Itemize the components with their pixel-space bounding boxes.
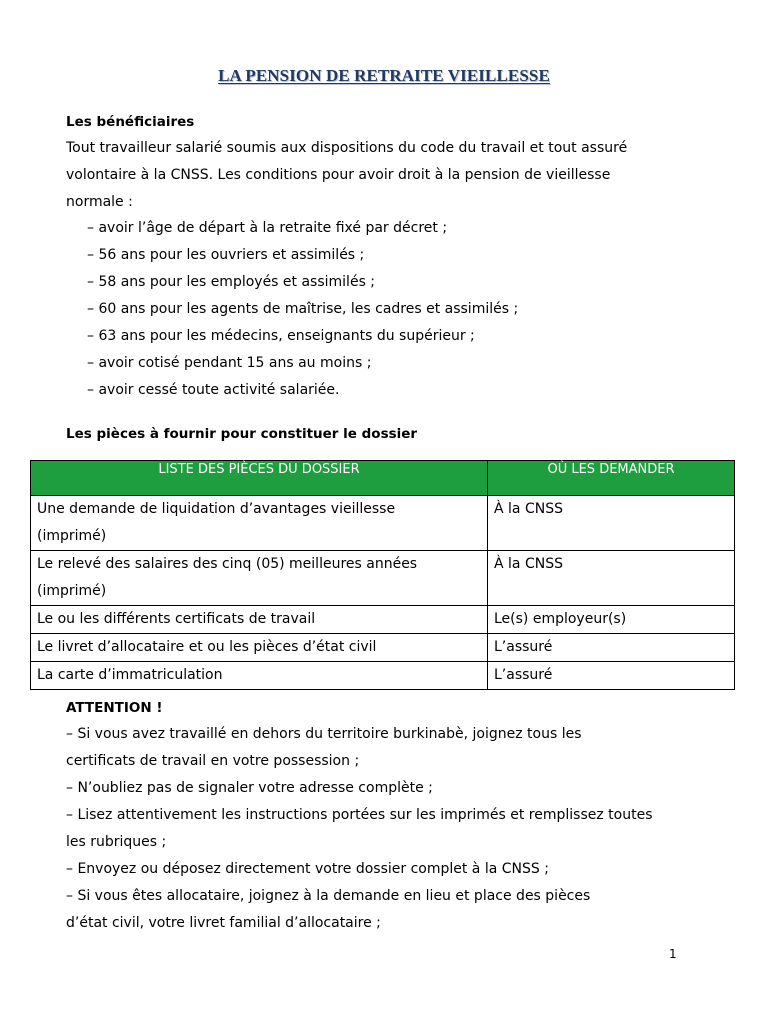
table-row xyxy=(31,662,735,690)
table-cell-where: L’assuré xyxy=(488,634,735,662)
section-heading-pieces: Les pièces à fournir pour constituer le dossier xyxy=(66,426,418,442)
table-cell-piece: Le ou les différents certificats de travail xyxy=(31,606,488,634)
page-number: 1 xyxy=(669,947,677,961)
documents-table xyxy=(30,460,735,690)
table-cell-piece: La carte d’immatriculation xyxy=(31,662,488,690)
cell-line: (imprimé) xyxy=(37,528,107,544)
condition-item: – avoir cessé toute activité salariée. xyxy=(87,382,340,398)
table-cell-where: À la CNSS xyxy=(488,496,735,551)
table-cell-where: Le(s) employeur(s) xyxy=(488,606,735,634)
table-row xyxy=(31,634,735,662)
paragraph-line: normale : xyxy=(66,194,133,210)
table-cell-where: À la CNSS xyxy=(488,551,735,606)
attention-line: – Si vous êtes allocataire, joignez à la demande en lieu et place des pièces xyxy=(66,888,591,904)
condition-item: – 63 ans pour les médecins, enseignants du supérieur ; xyxy=(87,328,475,344)
cell-line: Le relevé des salaires des cinq (05) meilleures années xyxy=(37,556,418,572)
table-cell-where: L’assuré xyxy=(488,662,735,690)
document-title: LA PENSION DE RETRAITE VIEILLESSE xyxy=(218,66,550,85)
table-row xyxy=(31,496,735,551)
condition-item: – 56 ans pour les ouvriers et assimilés ; xyxy=(87,247,365,263)
paragraph-line: volontaire à la CNSS. Les conditions pour avoir droit à la pension de vieillesse xyxy=(66,167,611,183)
cell-line: (imprimé) xyxy=(37,583,107,599)
condition-item: – avoir l’âge de départ à la retraite fixé par décret ; xyxy=(87,220,448,236)
attention-line: d’état civil, votre livret familial d’allocataire ; xyxy=(66,915,381,931)
attention-line: – Si vous avez travaillé en dehors du territoire burkinabè, joignez tous les xyxy=(66,726,582,742)
table-header-row xyxy=(31,461,735,496)
attention-line: certificats de travail en votre possession ; xyxy=(66,753,360,769)
condition-item: – avoir cotisé pendant 15 ans au moins ; xyxy=(87,355,372,371)
column-header-pieces: LISTE DES PIÈCES DU DOSSIER xyxy=(31,461,488,496)
table-cell-piece: Le livret d’allocataire et ou les pièces d’état civil xyxy=(31,634,488,662)
table-cell-piece xyxy=(31,551,488,606)
paragraph-line: Tout travailleur salarié soumis aux dispositions du code du travail et tout assuré xyxy=(66,140,628,156)
section-heading-attention: ATTENTION ! xyxy=(66,700,163,716)
column-header-ou: OÙ LES DEMANDER xyxy=(488,461,735,496)
attention-line: – Envoyez ou déposez directement votre dossier complet à la CNSS ; xyxy=(66,861,549,877)
table-row xyxy=(31,551,735,606)
table-cell-piece xyxy=(31,496,488,551)
section-heading-beneficiaires: Les bénéficiaires xyxy=(66,114,195,130)
cell-line: Une demande de liquidation d’avantages vieillesse xyxy=(37,501,396,517)
condition-item: – 58 ans pour les employés et assimilés ; xyxy=(87,274,376,290)
table-row xyxy=(31,606,735,634)
attention-line: – Lisez attentivement les instructions portées sur les imprimés et remplissez toutes xyxy=(66,807,653,823)
attention-line: les rubriques ; xyxy=(66,834,167,850)
attention-line: – N’oubliez pas de signaler votre adresse complète ; xyxy=(66,780,433,796)
condition-item: – 60 ans pour les agents de maîtrise, les cadres et assimilés ; xyxy=(87,301,519,317)
